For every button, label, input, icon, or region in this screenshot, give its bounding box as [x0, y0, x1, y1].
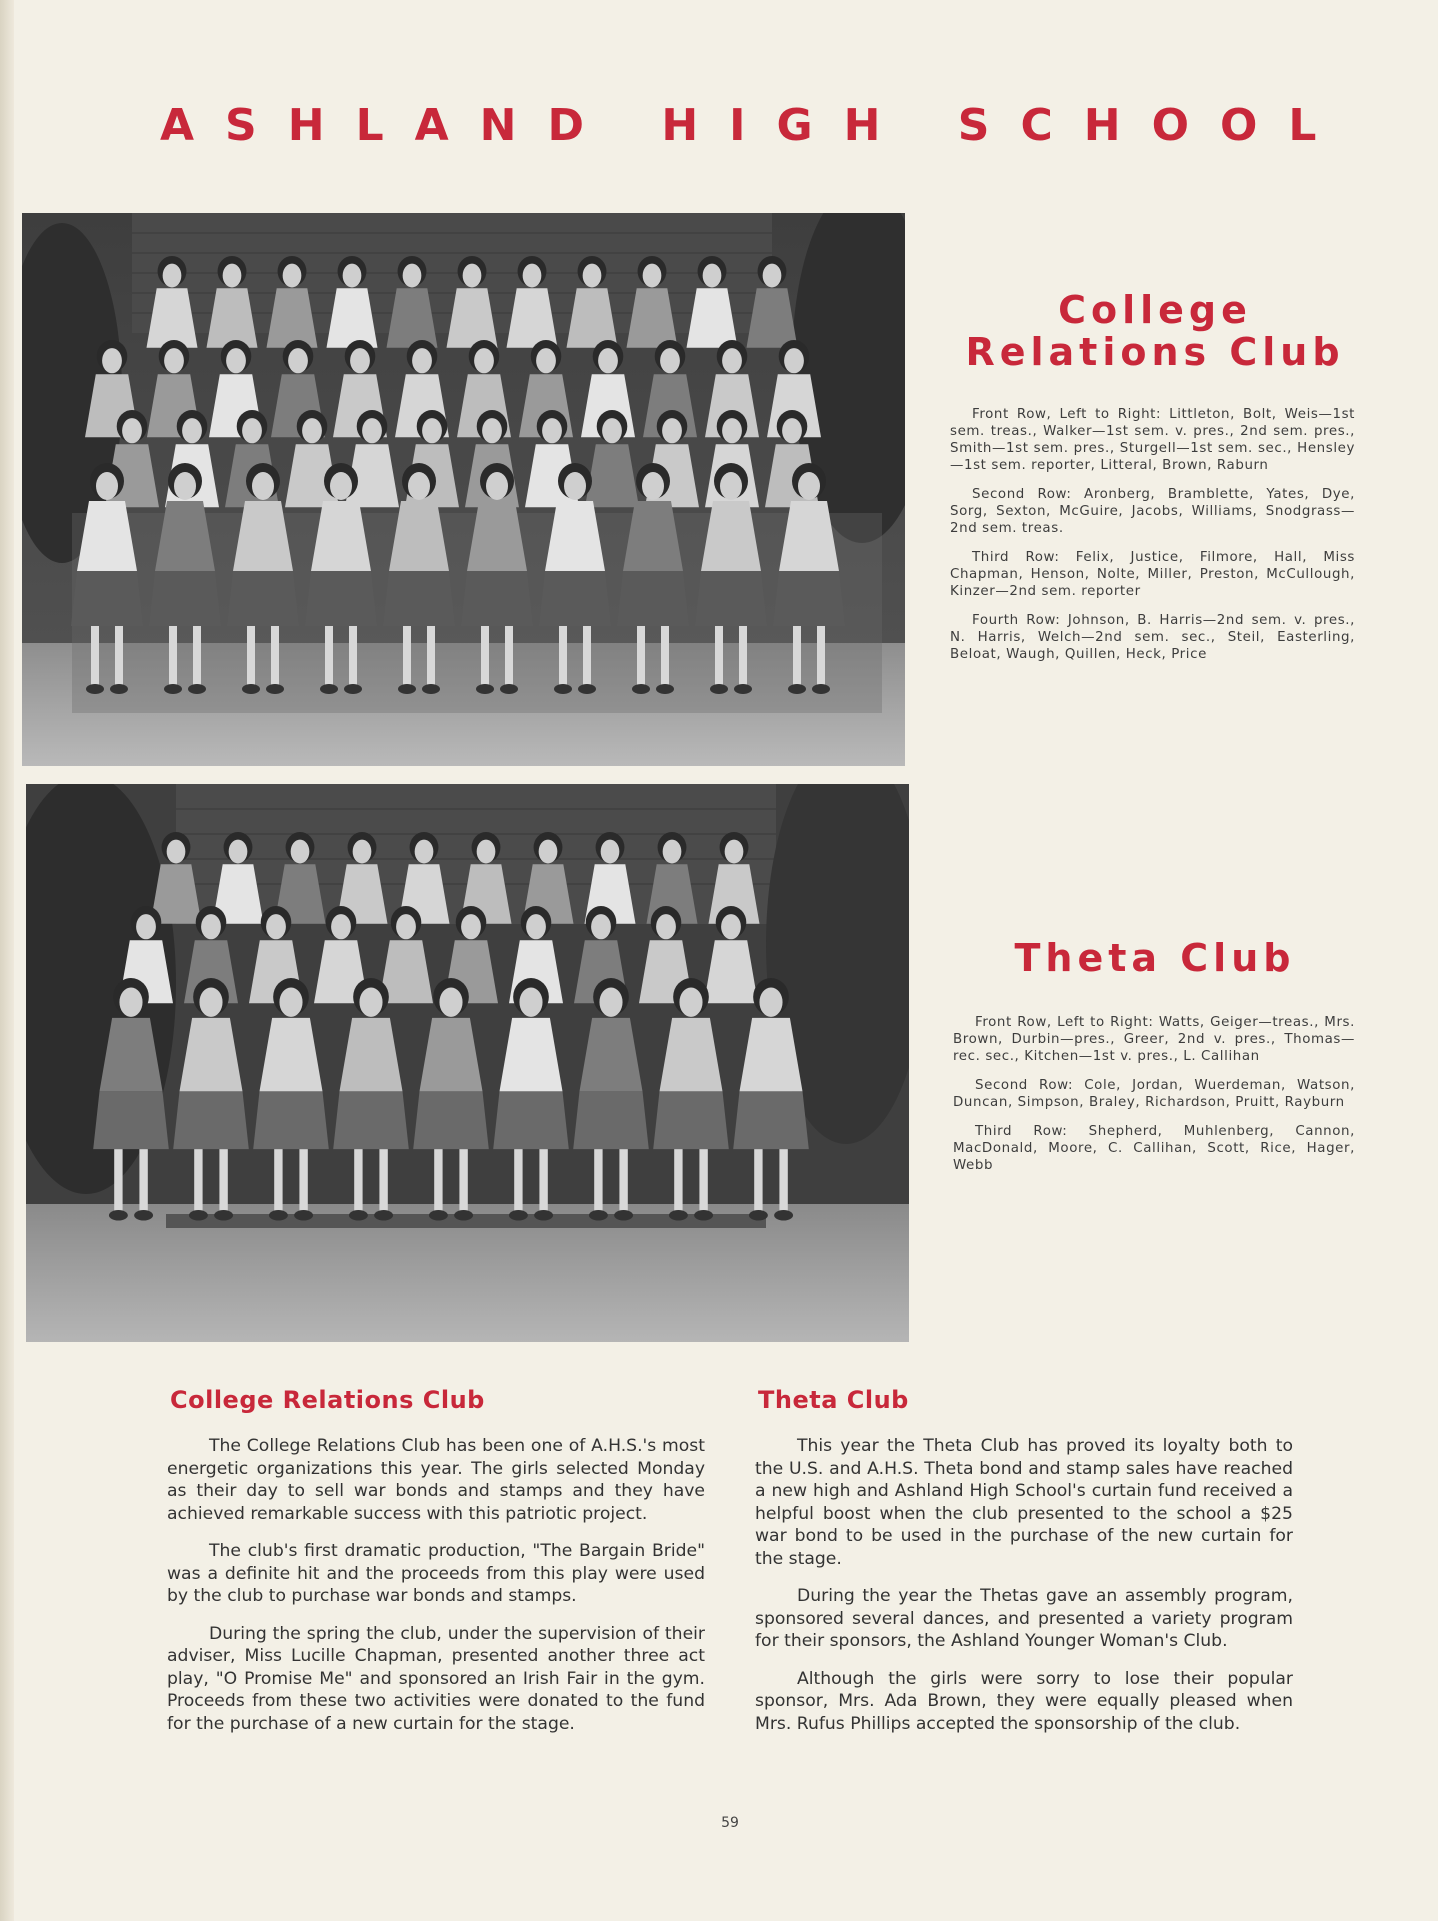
story-paragraph: During the year the Thetas gave an assembly program, sponsored several dances, and presented a variety program for their sponsors, the Ashland Younger Woman's Club.	[755, 1586, 1293, 1651]
page-number: 59	[721, 1815, 739, 1831]
story-paragraph: This year the Theta Club has proved its loyalty both to the U.S. and A.H.S. Theta bond and stamp sales have reached a new high and Ashland High School's curtain fund received a helpful boost when the club presented to the school a $25 war bond to be used in the purchase of the new curtain for the stage.	[755, 1436, 1293, 1569]
roster-row: Front Row, Left to Right: Littleton, Bolt, Weis—1st sem. treas., Walker—1st sem. v. pres., 2nd sem. pres., Smith—1st sem. pres., Sturgell—1st sem. sec., Hensley—1st sem. reporter, Litteral, Brown, Raburn	[950, 407, 1355, 473]
theta-club-title: Theta Club	[1014, 936, 1296, 980]
theta-club-roster	[953, 1014, 1355, 1186]
roster-row: Fourth Row: Johnson, B. Harris—2nd sem. v. pres., N. Harris, Welch—2nd sem. sec., Steil, Easterling, Beloat, Waugh, Quillen, Heck, Price	[950, 613, 1355, 662]
page-header: ASHLAND HIGH SCHOOL	[160, 100, 1348, 151]
story-paragraph: The College Relations Club has been one of A.H.S.'s most energetic organizations this year. The girls selected Monday as their day to sell war bonds and stamps and they have achieved remarkable success with this patriotic project.	[167, 1436, 705, 1524]
theta-club-story-title: Theta Club	[758, 1386, 909, 1414]
roster-row: Front Row, Left to Right: Watts, Geiger—treas., Mrs. Brown, Durbin—pres., Greer, 2nd v. pres., Thomas—rec. sec., Kitchen—1st v. pres., L. Callihan	[953, 1015, 1355, 1064]
roster-row: Third Row: Felix, Justice, Filmore, Hall, Miss Chapman, Henson, Nolte, Miller, Preston, McCullough, Kinzer—2nd sem. reporter	[950, 550, 1355, 599]
roster-row: Third Row: Shepherd, Muhlenberg, Cannon, MacDonald, Moore, C. Callihan, Scott, Rice, Hager, Webb	[953, 1124, 1355, 1173]
group-photo-icon	[26, 784, 909, 1342]
college-relations-title: College Relations Club	[965, 288, 1345, 374]
roster-row: Second Row: Aronberg, Bramblette, Yates, Dye, Sorg, Sexton, McGuire, Jacobs, Williams, Snodgrass—2nd sem. treas.	[950, 487, 1355, 536]
theta-club-story	[755, 1435, 1293, 1750]
story-paragraph: The club's first dramatic production, "The Bargain Bride" was a definite hit and the proceeds from this play were used by the club to purchase war bonds and stamps.	[167, 1541, 705, 1606]
college-relations-story	[167, 1435, 705, 1750]
college-relations-roster	[950, 406, 1355, 675]
college-relations-story-title: College Relations Club	[170, 1386, 485, 1414]
story-paragraph: During the spring the club, under the supervision of their adviser, Miss Lucille Chapman, presented another three act play, "O Promise Me" and sponsored an Irish Fair in the gym. Proceeds from these two activities were donated to the fund for the purchase of a new curtain for the stage.	[167, 1623, 705, 1734]
college-relations-group-photo	[22, 213, 905, 766]
roster-row: Second Row: Cole, Jordan, Wuerdeman, Watson, Duncan, Simpson, Braley, Richardson, Pruitt, Rayburn	[953, 1078, 1355, 1110]
page-binding-edge	[0, 0, 14, 1921]
theta-club-group-photo	[26, 784, 909, 1342]
story-paragraph: Although the girls were sorry to lose their popular sponsor, Mrs. Ada Brown, they were equally pleased when Mrs. Rufus Phillips accepted the sponsorship of the club.	[755, 1668, 1293, 1734]
group-photo-icon	[22, 213, 905, 766]
